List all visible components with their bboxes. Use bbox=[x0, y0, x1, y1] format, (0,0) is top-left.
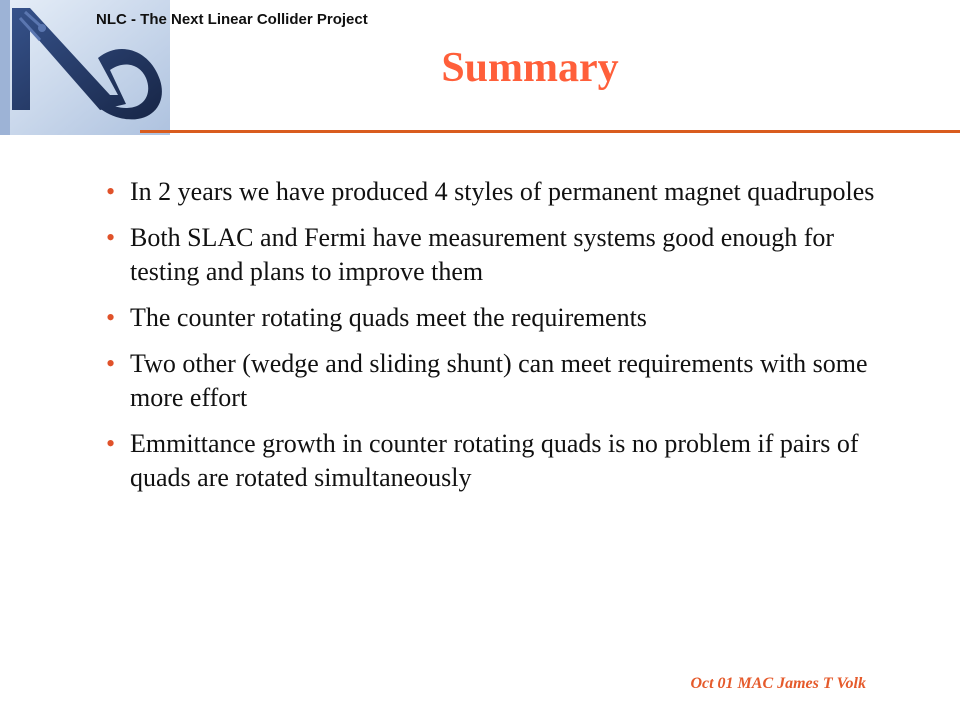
bullet-dot-icon: • bbox=[106, 429, 116, 458]
bullet-item bbox=[92, 301, 892, 335]
header-project-name: NLC - The Next Linear Collider Project bbox=[96, 11, 368, 28]
bullet-item bbox=[92, 221, 892, 289]
bullet-dot-icon: • bbox=[106, 177, 116, 206]
bullet-item bbox=[92, 175, 892, 209]
bullet-item bbox=[92, 427, 892, 495]
footer-author: Oct 01 MAC James T Volk bbox=[690, 675, 866, 692]
bullet-dot-icon: • bbox=[106, 349, 116, 378]
bullet-item bbox=[92, 347, 892, 415]
bullet-text: Two other (wedge and sliding shunt) can meet requirements with some more effort bbox=[130, 349, 868, 412]
title-divider bbox=[140, 130, 960, 133]
bullet-text: Both SLAC and Fermi have measurement systems good enough for testing and plans to improve them bbox=[130, 223, 835, 286]
slide-title: Summary bbox=[441, 45, 619, 91]
bullet-text: The counter rotating quads meet the requirements bbox=[130, 303, 647, 332]
bullet-dot-icon: • bbox=[106, 303, 116, 332]
bullet-text: In 2 years we have produced 4 styles of permanent magnet quadrupoles bbox=[130, 177, 875, 206]
bullet-text: Emmittance growth in counter rotating quads is no problem if pairs of quads are rotated simultaneously bbox=[130, 429, 859, 492]
bullet-list bbox=[92, 175, 892, 507]
bullet-dot-icon: • bbox=[106, 223, 116, 252]
